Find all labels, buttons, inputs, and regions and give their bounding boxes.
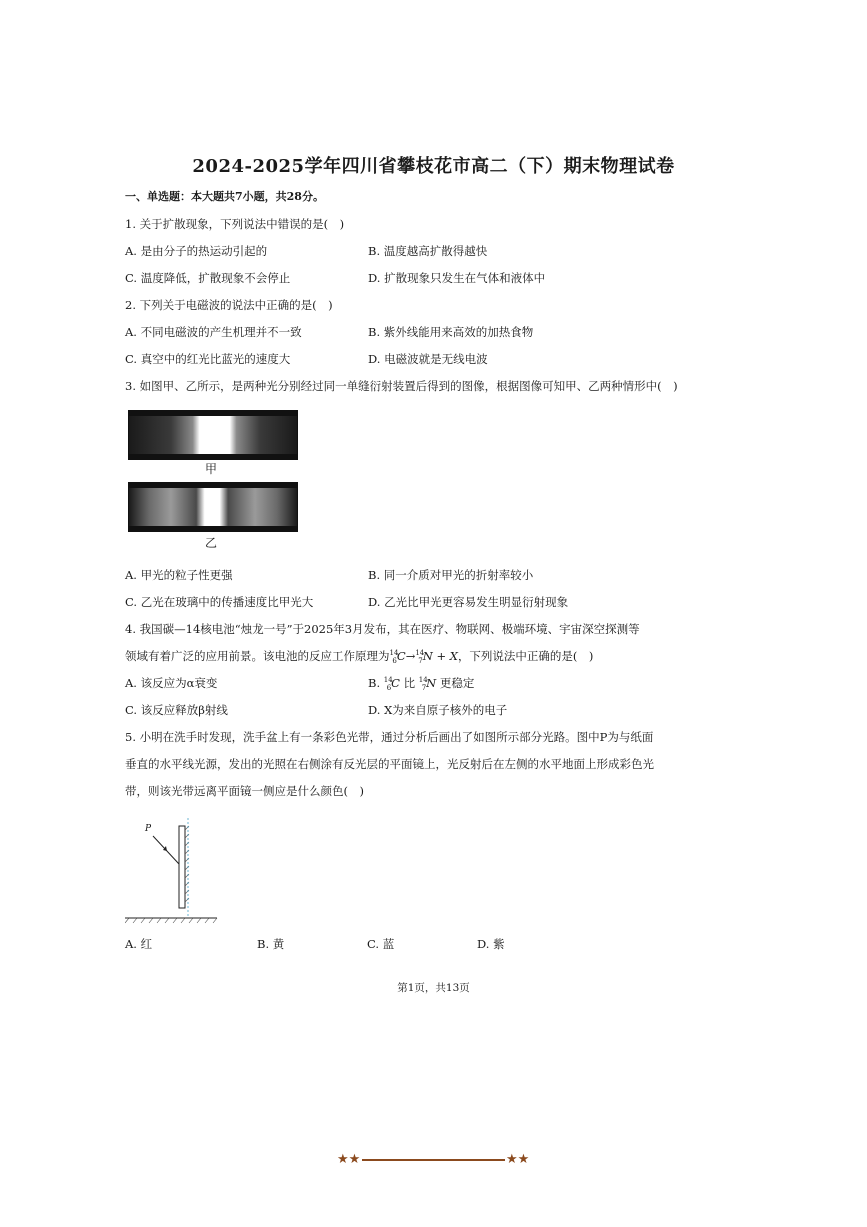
question-4-stem-suffix: ，下列说法中正确的是( ): [457, 649, 594, 663]
star-icon-left: ★★: [337, 1152, 361, 1167]
question-3-option-c: C. 乙光在玻璃中的传播速度比甲光大: [125, 595, 314, 609]
star-icon-right: ★★: [506, 1152, 530, 1167]
question-4-stem-line-1: 4. 我国碳—14核电池“烛龙一号”于2025年3月发布，其在医疗、物联网、极端环境、宇宙深空探测等: [125, 622, 640, 636]
question-2-option-a: A. 不同电磁波的产生机理并不一致: [125, 325, 302, 339]
question-4-option-a: A. 该反应为α衰变: [125, 676, 218, 690]
question-3-option-a: A. 甲光的粒子性更强: [125, 568, 233, 582]
nitrogen-14-nuclide: $^{14}_7$N: [415, 649, 433, 665]
reaction-tail: + X: [432, 649, 458, 663]
mirror-diagram: [125, 818, 225, 928]
question-3-option-d: D. 乙光比甲光更容易发生明显衍射现象: [368, 595, 569, 609]
question-5-option-c: C. 蓝: [367, 937, 395, 951]
footer-decoration: [0, 1152, 867, 1168]
question-4-stem-text: 领域有着广泛的应用前景。该电池的反应工作原理为: [125, 649, 390, 663]
light-source-label: P: [145, 824, 152, 834]
carbon-14-nuclide: $^{14}_6$C: [389, 649, 406, 665]
question-2-option-b: B. 紫外线能用来高效的加热食物: [368, 325, 534, 339]
question-4-option-b: B. $^{14}_6$C 比 $^{14}_7$N 更稳定: [368, 676, 475, 692]
question-2-stem: 2. 下列关于电磁波的说法中正确的是( ): [125, 298, 333, 312]
question-5-option-a: A. 红: [125, 937, 153, 951]
question-1-option-d: D. 扩散现象只发生在气体和液体中: [368, 271, 546, 285]
question-3-stem: 3. 如图甲、乙所示，是两种光分别经过同一单缝衍射装置后得到的图像，根据图像可知甲、乙两种情形中( ): [125, 379, 678, 393]
question-1-option-b: B. 温度越高扩散得越快: [368, 244, 488, 258]
figure-label-b: 乙: [205, 536, 218, 550]
question-3-option-b: B. 同一介质对甲光的折射率较小: [368, 568, 534, 582]
page-number: 第1页，共13页: [397, 982, 470, 994]
question-5-option-d: D. 紫: [477, 937, 505, 951]
question-1-option-a: A. 是由分子的热运动引起的: [125, 244, 268, 258]
decorative-rule: [362, 1159, 505, 1161]
reaction-arrow: →: [405, 649, 416, 663]
question-4-stem-line-2: [125, 648, 593, 665]
question-2-option-c: C. 真空中的红光比蓝光的速度大: [125, 352, 291, 366]
question-5-stem-line-2: 垂直的水平线光源，发出的光照在右侧涂有反光层的平面镜上，光反射后在左侧的水平地面上形成彩色光: [125, 757, 654, 771]
question-4-option-c: C. 该反应释放β射线: [125, 703, 228, 717]
question-5-option-b: B. 黄: [257, 937, 285, 951]
page-title: 2024-2025学年四川省攀枝花市高二（下）期末物理试卷: [192, 156, 675, 177]
question-4-option-d: D. X为来自原子核外的电子: [368, 703, 508, 717]
question-2-option-d: D. 电磁波就是无线电波: [368, 352, 488, 366]
section-heading: 一、单选题：本大题共7小题，共28分。: [125, 190, 324, 203]
question-5-stem-line-3: 带，则该光带远离平面镜一侧应是什么颜色( ): [125, 784, 364, 798]
figure-label-a: 甲: [205, 462, 218, 476]
question-5-stem-line-1: 5. 小明在洗手时发现，洗手盆上有一条彩色光带，通过分析后画出了如图所示部分光路。图中P为与纸面: [125, 730, 654, 744]
diffraction-image-a: [128, 410, 298, 460]
question-1-stem: 1. 关于扩散现象，下列说法中错误的是( ): [125, 217, 345, 231]
question-1-option-c: C. 温度降低，扩散现象不会停止: [125, 271, 291, 285]
diffraction-image-b: [128, 482, 298, 532]
